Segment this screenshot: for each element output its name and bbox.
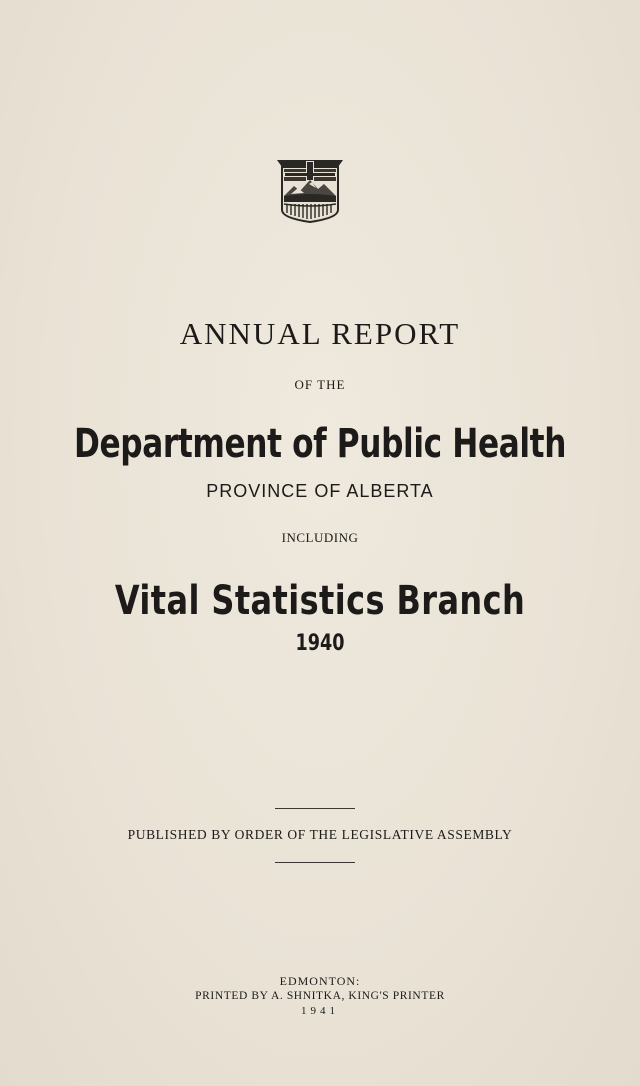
alberta-coat-of-arms-icon xyxy=(276,158,344,224)
imprint-printer: PRINTED BY A. SHNITKA, KING'S PRINTER xyxy=(195,990,445,1002)
report-title-of-the: OF THE xyxy=(294,377,346,392)
including-label: INCLUDING xyxy=(281,530,359,545)
divider-top xyxy=(275,808,355,809)
imprint-year: 1941 xyxy=(301,1005,339,1017)
report-title: ANNUAL REPORT xyxy=(179,316,461,351)
imprint-city: EDMONTON: xyxy=(279,974,361,988)
divider-bottom xyxy=(275,862,355,863)
branch-name: Vital Statistics Branch xyxy=(114,578,526,624)
province-name: PROVINCE OF ALBERTA xyxy=(206,481,434,501)
department-name: Department of Public Health xyxy=(73,421,567,467)
published-by-statement: PUBLISHED BY ORDER OF THE LEGISLATIVE ASSEMBLY xyxy=(127,827,513,842)
report-year: 1940 xyxy=(295,631,345,656)
